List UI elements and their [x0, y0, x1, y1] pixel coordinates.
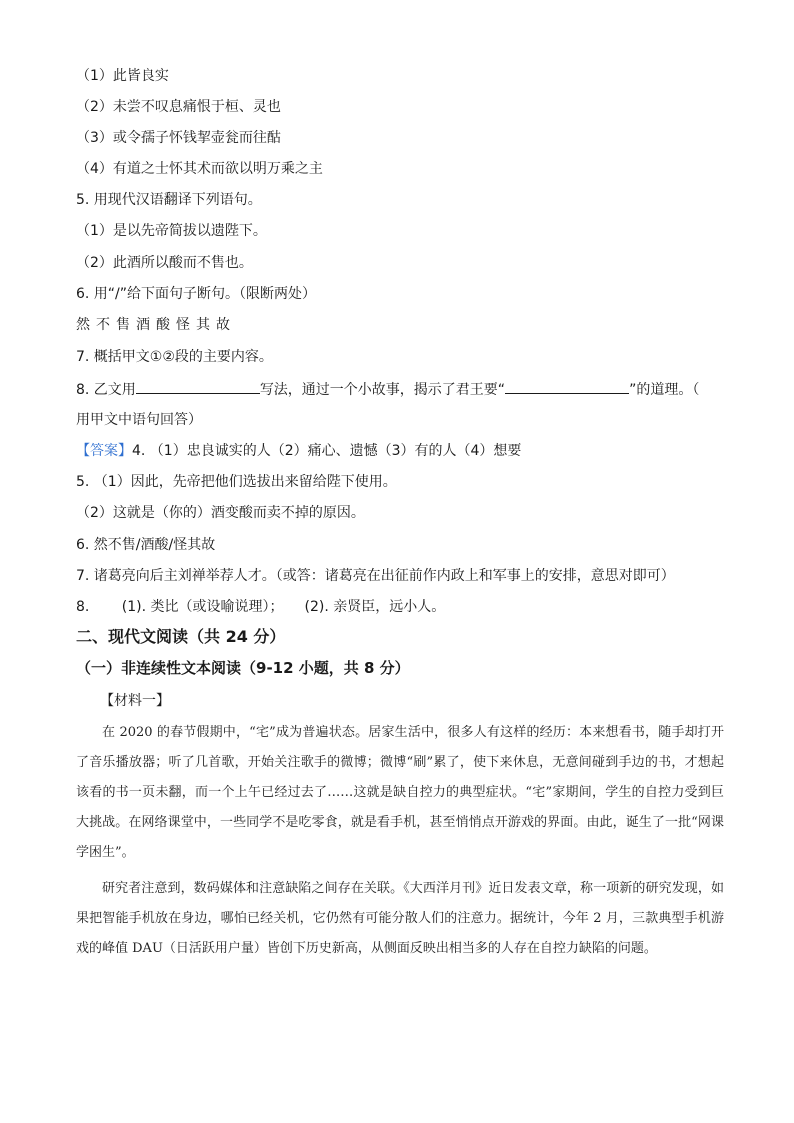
q4-item-2: （2）未尝不叹息痛恨于桓、灵也: [76, 99, 281, 115]
q4-item-1: （1）此皆良实: [76, 68, 169, 84]
q4-item-3: （3）或令孺子怀钱挈壶瓮而往酤: [76, 130, 281, 146]
answer-tag: 【答案】: [76, 443, 132, 459]
q5-item-1: （1）是以先帝简拔以遗陛下。: [76, 223, 267, 239]
section-title: 二、现代文阅读（共 24 分）: [76, 627, 286, 646]
q4-item-4: （4）有道之士怀其术而欲以明万乘之主: [76, 161, 323, 177]
answer-6: 6. 然不售/酒酸/怪其故: [76, 537, 216, 553]
q8-text-1: 8. 乙文用: [76, 382, 136, 398]
q8-blank-1[interactable]: [136, 379, 260, 394]
q8-text-3: ”的道理。（: [629, 382, 700, 398]
answer-4: 4. （1）忠良诚实的人（2）痛心、遗憾（3）有的人（4）想要: [132, 443, 522, 459]
answer-5-1: 5. （1）因此，先帝把他们选拔出来留给陛下使用。: [76, 474, 397, 490]
q5-item-2: （2）此酒所以酸而不售也。: [76, 255, 253, 271]
answer-7: 7. 诸葛亮向后主刘禅举荐人才。（或答：诸葛亮在出征前作内政上和军事上的安排，意思对即可）: [76, 568, 675, 584]
q8-line-2: 用甲文中语句回答）: [76, 412, 202, 428]
material-paragraph-2: 研究者注意到，数码媒体和注意缺陷之间存在关联。《大西洋月刊》近日发表文章，称一项新的研究发现，如果把智能手机放在身边，哪怕已经关机，它仍然有可能分散人们的注意力。据统计，今年 2 月，三款典型手机游戏的峰值 DAU（日活跃用户量）皆创下历史新高，从侧面反映出相当多的人存在自控力缺陷的问题。: [76, 881, 724, 956]
answer-5-2: （2）这就是（你的）酒变酸而卖不掉的原因。: [76, 505, 365, 521]
q8-line: [76, 379, 756, 400]
material-label: 【材料一】: [100, 693, 170, 709]
q6-title: 6. 用“/”给下面句子断句。（限断两处）: [76, 286, 317, 302]
q8-text-2: 写法，通过一个小故事，揭示了君王要“: [259, 382, 506, 398]
q7-title: 7. 概括甲文①②段的主要内容。: [76, 349, 273, 365]
q6-sentence: 然不售酒酸怪其故: [76, 317, 236, 333]
section-subtitle: （一）非连续性文本阅读（9-12 小题，共 8 分）: [76, 659, 410, 677]
q8-blank-2[interactable]: [505, 379, 629, 394]
material-paragraph-1: 在 2020 的春节假期中，“宅”成为普遍状态。居家生活中，很多人有这样的经历：本来想看书，随手却打开了音乐播放器；听了几首歌，开始关注歌手的微博；微博“刷”累了，使下来休息，无意间碰到手边的书，才想起该看的书一页未翻，而一个上午已经过去了……这就是缺自控力的典型症状。“宅”家期间，学生的自控力受到巨大挑战。在网络课堂中，一些同学不是吃零食，就是看手机，甚至悄悄点开游戏的界面。由此，诞生了一批“网课学困生”。: [76, 725, 724, 860]
answer-8: 8. (1). 类比（或设喻说理）； (2). 亲贤臣，远小人。: [76, 599, 446, 615]
q5-title: 5. 用现代汉语翻译下列语句。: [76, 192, 262, 208]
answer-line-4: [76, 441, 756, 461]
